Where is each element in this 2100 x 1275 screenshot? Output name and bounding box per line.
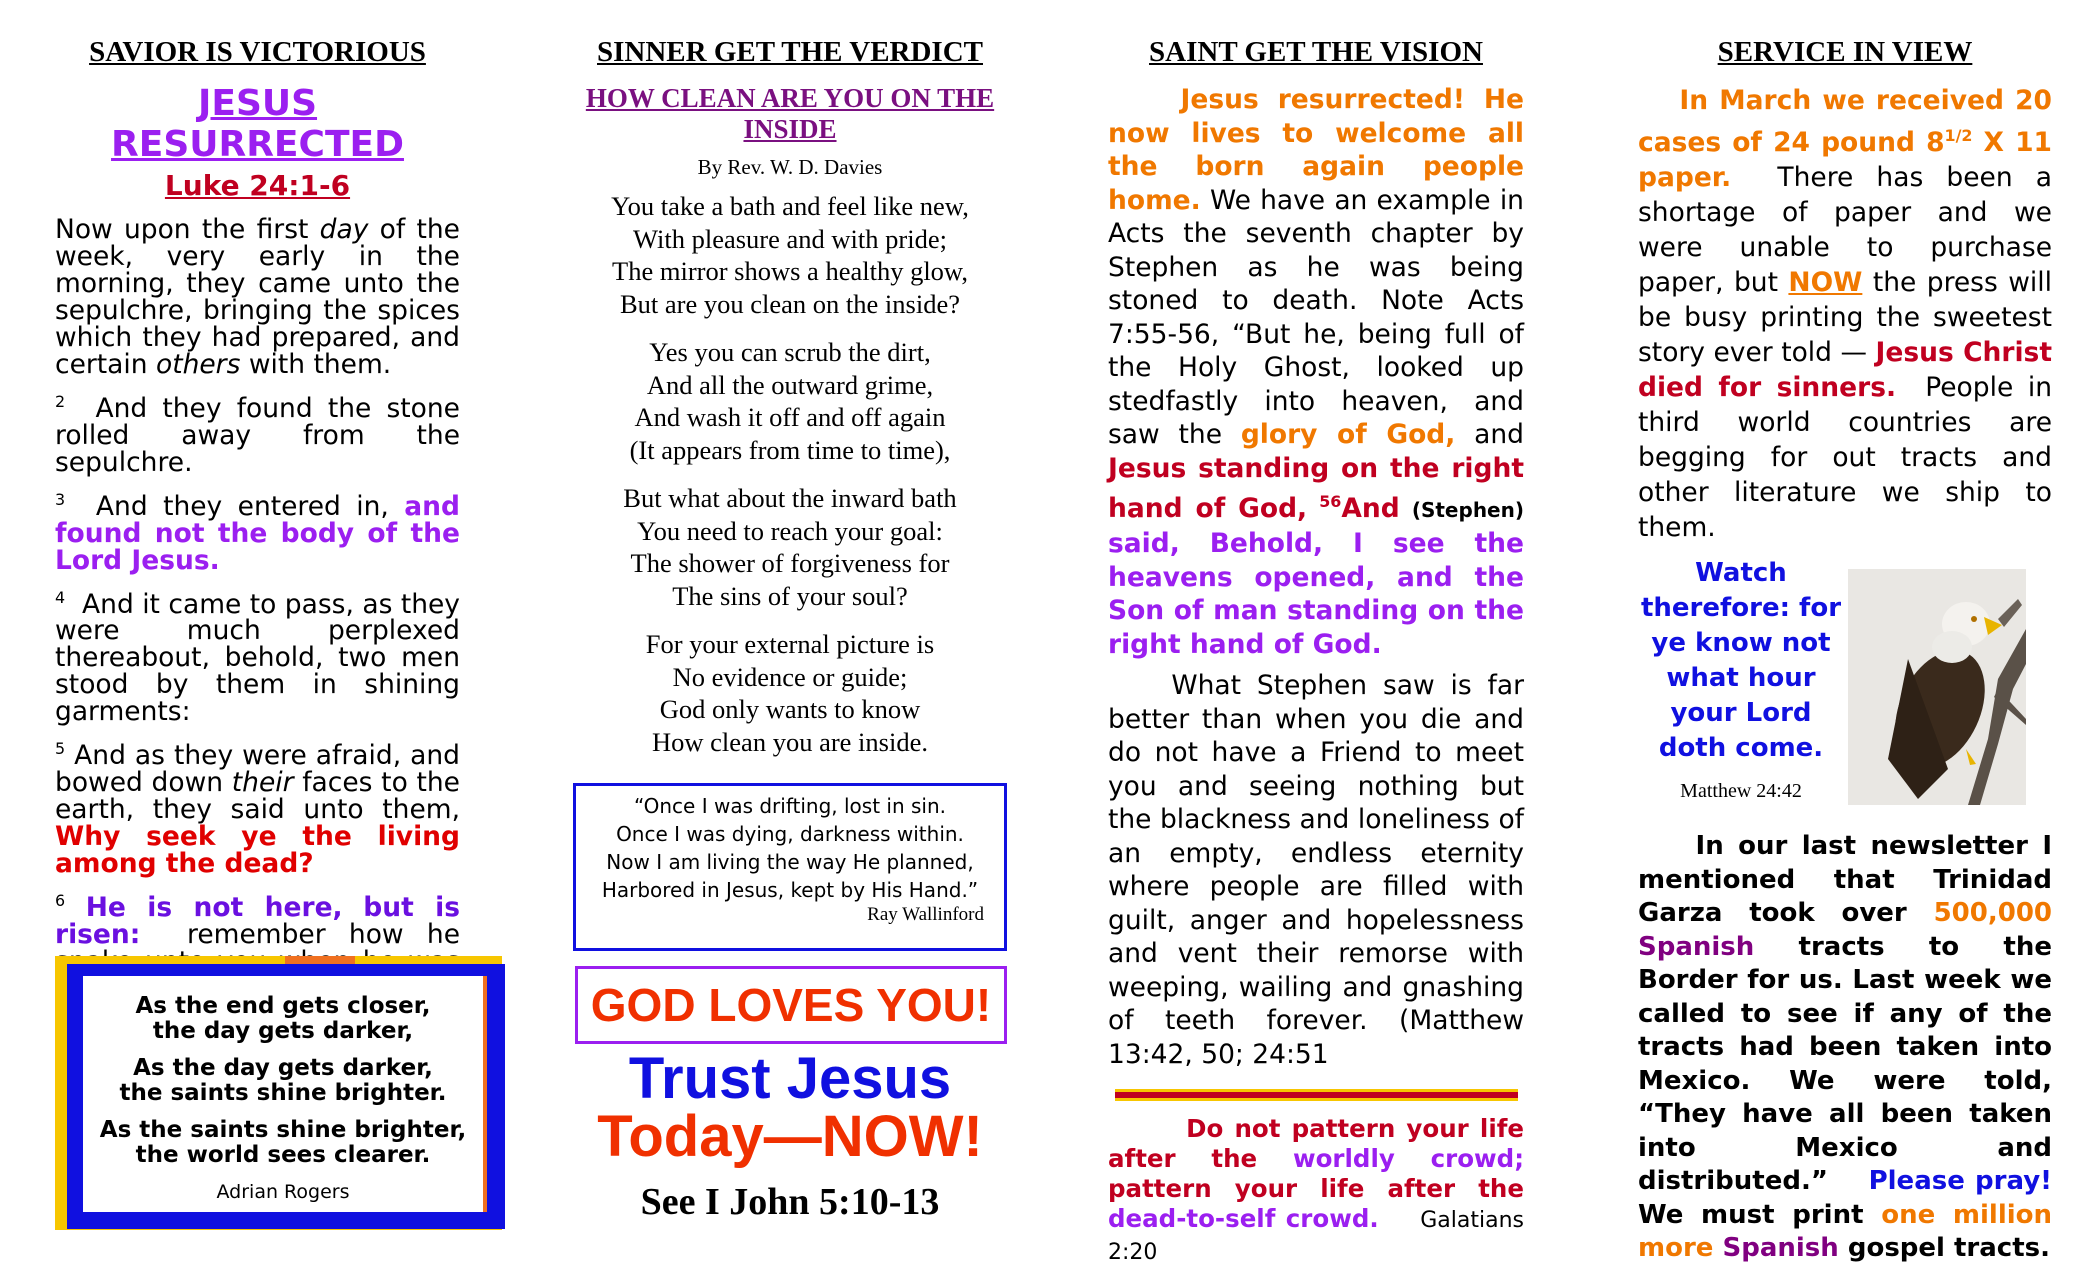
scripture-reference: Matthew 24:42 — [1680, 780, 1802, 802]
trust-jesus-headline: Trust Jesus Today—NOW! — [597, 1046, 983, 1169]
quote-author: Adrian Rogers — [216, 1181, 350, 1203]
poem-stanza: For your external picture is No evidence or guide; God only wants to know How clean you are inside. — [645, 629, 935, 757]
quote-author: Ray Wallinford — [867, 904, 984, 925]
god-loves-you-banner: GOD LOVES YOU! — [575, 966, 1007, 1044]
column-saint — [1108, 36, 1524, 1079]
quote-line: As the end gets closer, the day gets darker, — [135, 993, 431, 1044]
verse-6: $^6$ He is not here, but is risen: remember how he — [55, 891, 460, 951]
service-paragraph: In March we received 20 cases of 24 pound $8^{1/2}$ X 11 paper. There has been a shortage of paper and we were unable to purchase paper, but NOW the press will be busy printing the sweetest story ever told — Jesus Christ died for sinners. People in third world countries are begging for out tracts and other literature we ship to them. — [1638, 85, 2052, 543]
verse-5: $^5$ And as they were afraid, and bowed down their faces to the earth, they said unto them, Why seek ye the living among the dead? — [55, 739, 460, 880]
watch-verse: Watch therefore: for ye know not what hour your Lord doth come. — [1640, 558, 1842, 763]
divider-rule — [1115, 1089, 1518, 1101]
column-savior — [55, 36, 460, 1012]
scripture-reference: Luke 24:1-6 — [164, 169, 351, 202]
quote-line: As the day gets darker, the saints shine brighter. — [119, 1055, 447, 1106]
verse-4: $^4$ And it came to pass, as they were much perplexed thereabout, behold, two men stood by them in shining garments: — [55, 587, 460, 728]
vision-paragraph: What Stephen saw is far better than when you die and do not have a Friend to meet you and seeing nothing but the blackness and loneliness of an empty, endless eternity where people are filled with guilt, anger and hopelessness and vent their remorse with weeping, wailing and gnashing of teeth forever. (Matthew 13:42, 50; 24:51 — [1108, 670, 1524, 1070]
column-heading: SAVIOR IS VICTORIOUS — [89, 36, 426, 68]
verse-3: $^3$ And they entered in, and found not the body of the Lord Jesus. — [55, 489, 460, 576]
pattern-callout: Do not pattern your life after the worldly crowd; pattern your life after the dead-to-self crowd. Galatians 2:20 — [1108, 1114, 1525, 1265]
eagle-photo — [1848, 569, 2026, 805]
poem-stanza: You take a bath and feel like new, With pleasure and with pride; The mirror shows a healthy glow, But are you clean on the inside? — [611, 191, 969, 319]
poem-author: By Rev. W. D. Davies — [697, 155, 883, 179]
poem-title: HOW CLEAN ARE YOU ON THE INSIDE — [585, 83, 995, 144]
poem-stanza: But what about the inward bath You need to reach your goal: The shower of forgiveness for The sins of your soul? — [623, 483, 957, 611]
column-heading: SERVICE IN VIEW — [1717, 36, 1973, 68]
poem-stanza: Yes you can scrub the dirt, And all the outward grime, And wash it off and off again (It appears from time to time), — [629, 337, 951, 465]
eagle-illustration — [1848, 569, 2026, 805]
drifting-quote-box: “Once I was drifting, lost in sin. Once I was dying, darkness within. Now I am living the way He planned, Harbored in Jesus, kept by His Hand.” Ray Wallinford — [573, 783, 1007, 951]
vision-paragraph: Jesus resurrected! He now lives to welcome all the born again people home. We have an example in Acts the seventh chapter by Stephen as he was being stoned to death. Note Acts 7:55-56, “But he, being full of the Holy Ghost, looked up stedfastly into heaven, and saw the glory of God, and Jesus standing on the right hand of God, $^{56}$And (Stephen) said, Behold, I see the heavens opened, and the Son of man standing on the right hand of God. — [1108, 84, 1524, 660]
column-heading: SAINT GET THE VISION — [1149, 36, 1483, 68]
newsletter-paragraph: In our last newsletter I mentioned that Trinidad Garza took over 500,000 Spanish tracts to the Border for us. Last week we called to see if any of the tracts had been taken into Mexico. We were told, “They have all been taken into Mexico and distributed.” Please pray! We must print one million more Spanish gospel tracts. — [1638, 831, 2053, 1263]
quote-line: As the saints shine brighter, the world sees clearer. — [99, 1117, 467, 1168]
verse-2: $^2$ And they found the stone rolled away from the sepulchre. — [55, 392, 460, 478]
section-title: JESUS RESURRECTED — [111, 83, 404, 165]
scripture-reference: See I John 5:10-13 — [640, 1181, 940, 1223]
quote-box — [55, 956, 502, 1230]
column-service — [1638, 36, 2052, 545]
verse-1: Now upon the first day of the week, very early in the morning, they came unto the sepulchre, bringing the spices which they had prepared, and certain others with them. — [55, 214, 460, 380]
column-sinner — [570, 36, 1010, 774]
column-heading: SINNER GET THE VERDICT — [597, 36, 983, 68]
